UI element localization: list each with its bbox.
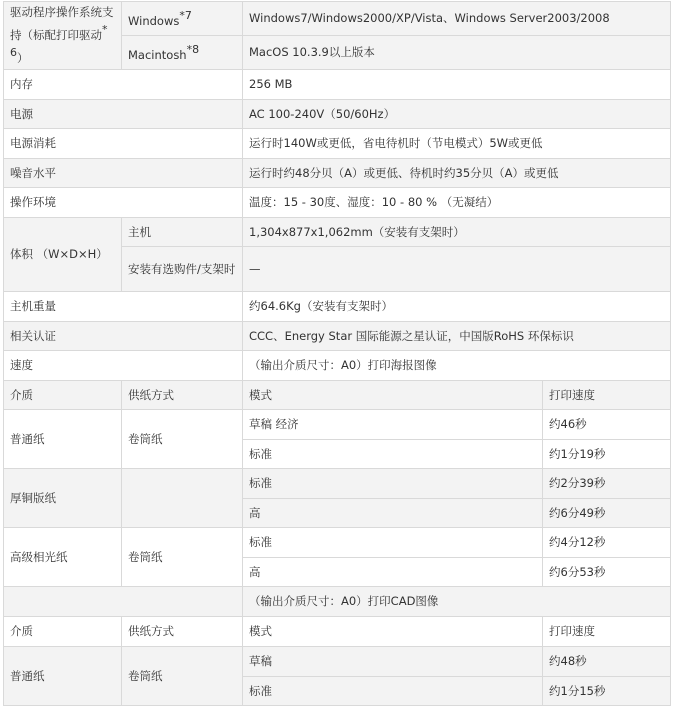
mode-cell: 草稿	[243, 647, 543, 677]
mac-note: *8	[186, 43, 200, 56]
header-speed: 打印速度	[543, 617, 671, 647]
spec-row-memory	[4, 70, 671, 100]
header-feed: 供纸方式	[122, 381, 243, 410]
poster-photo-row-1	[4, 528, 671, 558]
speed-row	[4, 351, 671, 381]
media-cell: 高级相光纸	[4, 528, 122, 587]
speed-label: 速度	[4, 351, 243, 381]
cad-title: （输出介质尺寸：A0）打印CAD图像	[243, 587, 671, 617]
volume-main-row	[4, 218, 671, 247]
feed-cell	[122, 469, 243, 528]
speed-cell: 约6分49秒	[543, 499, 671, 528]
speed-cell: 约48秒	[543, 647, 671, 677]
cad-plain-row-1	[4, 647, 671, 677]
cad-title-row	[4, 587, 671, 617]
speed-cell: 约2分39秒	[543, 469, 671, 499]
spec-label: 噪音水平	[4, 159, 243, 188]
speed-cell: 约46秒	[543, 410, 671, 440]
spec-row-consumption	[4, 129, 671, 159]
header-speed: 打印速度	[543, 381, 671, 410]
spec-value: AC 100-240V（50/60Hz）	[243, 100, 671, 129]
speed-cell: 约1分19秒	[543, 440, 671, 469]
speed-cell: 约6分53秒	[543, 558, 671, 587]
driver-label-end: ）	[17, 51, 29, 65]
media-cell: 普通纸	[4, 647, 122, 706]
media-cell: 厚铜版纸	[4, 469, 122, 528]
windows-label: Windows	[128, 14, 180, 28]
mode-cell: 高	[243, 558, 543, 587]
spec-value: 温度：15 - 30度、湿度：10 - 80 % （无凝结）	[243, 188, 671, 218]
weight-label: 主机重量	[4, 292, 243, 322]
driver-label: 驱动程序操作系统支持（标配打印驱动	[10, 5, 114, 42]
spec-row-power	[4, 100, 671, 129]
feed-cell: 卷筒纸	[122, 410, 243, 469]
weight-value: 约64.6Kg（安装有支架时）	[243, 292, 671, 322]
poster-header-row	[4, 381, 671, 410]
volume-option-label: 安装有选购件/支架时	[122, 247, 243, 292]
header-mode: 模式	[243, 381, 543, 410]
weight-row	[4, 292, 671, 322]
driver-label-note: *6	[10, 23, 108, 59]
poster-plain-row-1	[4, 410, 671, 440]
header-media: 介质	[4, 617, 122, 647]
header-mode: 模式	[243, 617, 543, 647]
spec-table	[3, 1, 671, 706]
mac-label: Macintosh	[128, 48, 187, 62]
header-feed: 供纸方式	[122, 617, 243, 647]
cad-header-row	[4, 617, 671, 647]
spec-value: 256 MB	[243, 70, 671, 100]
speed-title: （输出介质尺寸：A0）打印海报图像	[243, 351, 671, 381]
spec-label: 操作环境	[4, 188, 243, 218]
spec-value: 运行时约48分贝（A）或更低、待机时约35分贝（A）或更低	[243, 159, 671, 188]
spec-row-noise	[4, 159, 671, 188]
spec-label: 内存	[4, 70, 243, 100]
cert-label: 相关认证	[4, 322, 243, 351]
spec-value: 运行时140W或更低，省电待机时（节电模式）5W或更低	[243, 129, 671, 159]
mode-cell: 草稿 经济	[243, 410, 543, 440]
poster-coated-row-1	[4, 469, 671, 499]
mode-cell: 标准	[243, 528, 543, 558]
mode-cell: 标准	[243, 440, 543, 469]
feed-cell: 卷筒纸	[122, 647, 243, 706]
driver-windows-row	[4, 2, 671, 36]
windows-label-cell	[122, 2, 243, 36]
cad-title-blank	[4, 587, 243, 617]
mac-label-cell	[122, 36, 243, 70]
driver-label-cell	[4, 2, 122, 70]
volume-option-value: —	[243, 247, 671, 292]
speed-cell: 约1分15秒	[543, 677, 671, 706]
volume-label: 体积 （W×D×H）	[4, 218, 122, 292]
spec-row-environment	[4, 188, 671, 218]
windows-value: Windows7/Windows2000/XP/Vista、Windows Server2003/2008	[243, 2, 671, 36]
mode-cell: 高	[243, 499, 543, 528]
header-media: 介质	[4, 381, 122, 410]
mac-value: MacOS 10.3.9以上版本	[243, 36, 671, 70]
feed-cell: 卷筒纸	[122, 528, 243, 587]
mode-cell: 标准	[243, 677, 543, 706]
speed-cell: 约4分12秒	[543, 528, 671, 558]
cert-value: CCC、Energy Star 国际能源之星认证，中国版RoHS 环保标识	[243, 322, 671, 351]
spec-label: 电源消耗	[4, 129, 243, 159]
spec-label: 电源	[4, 100, 243, 129]
cert-row	[4, 322, 671, 351]
volume-main-value: 1,304x877x1,062mm（安装有支架时）	[243, 218, 671, 247]
windows-note: *7	[179, 9, 192, 22]
volume-main-label: 主机	[122, 218, 243, 247]
media-cell: 普通纸	[4, 410, 122, 469]
mode-cell: 标准	[243, 469, 543, 499]
